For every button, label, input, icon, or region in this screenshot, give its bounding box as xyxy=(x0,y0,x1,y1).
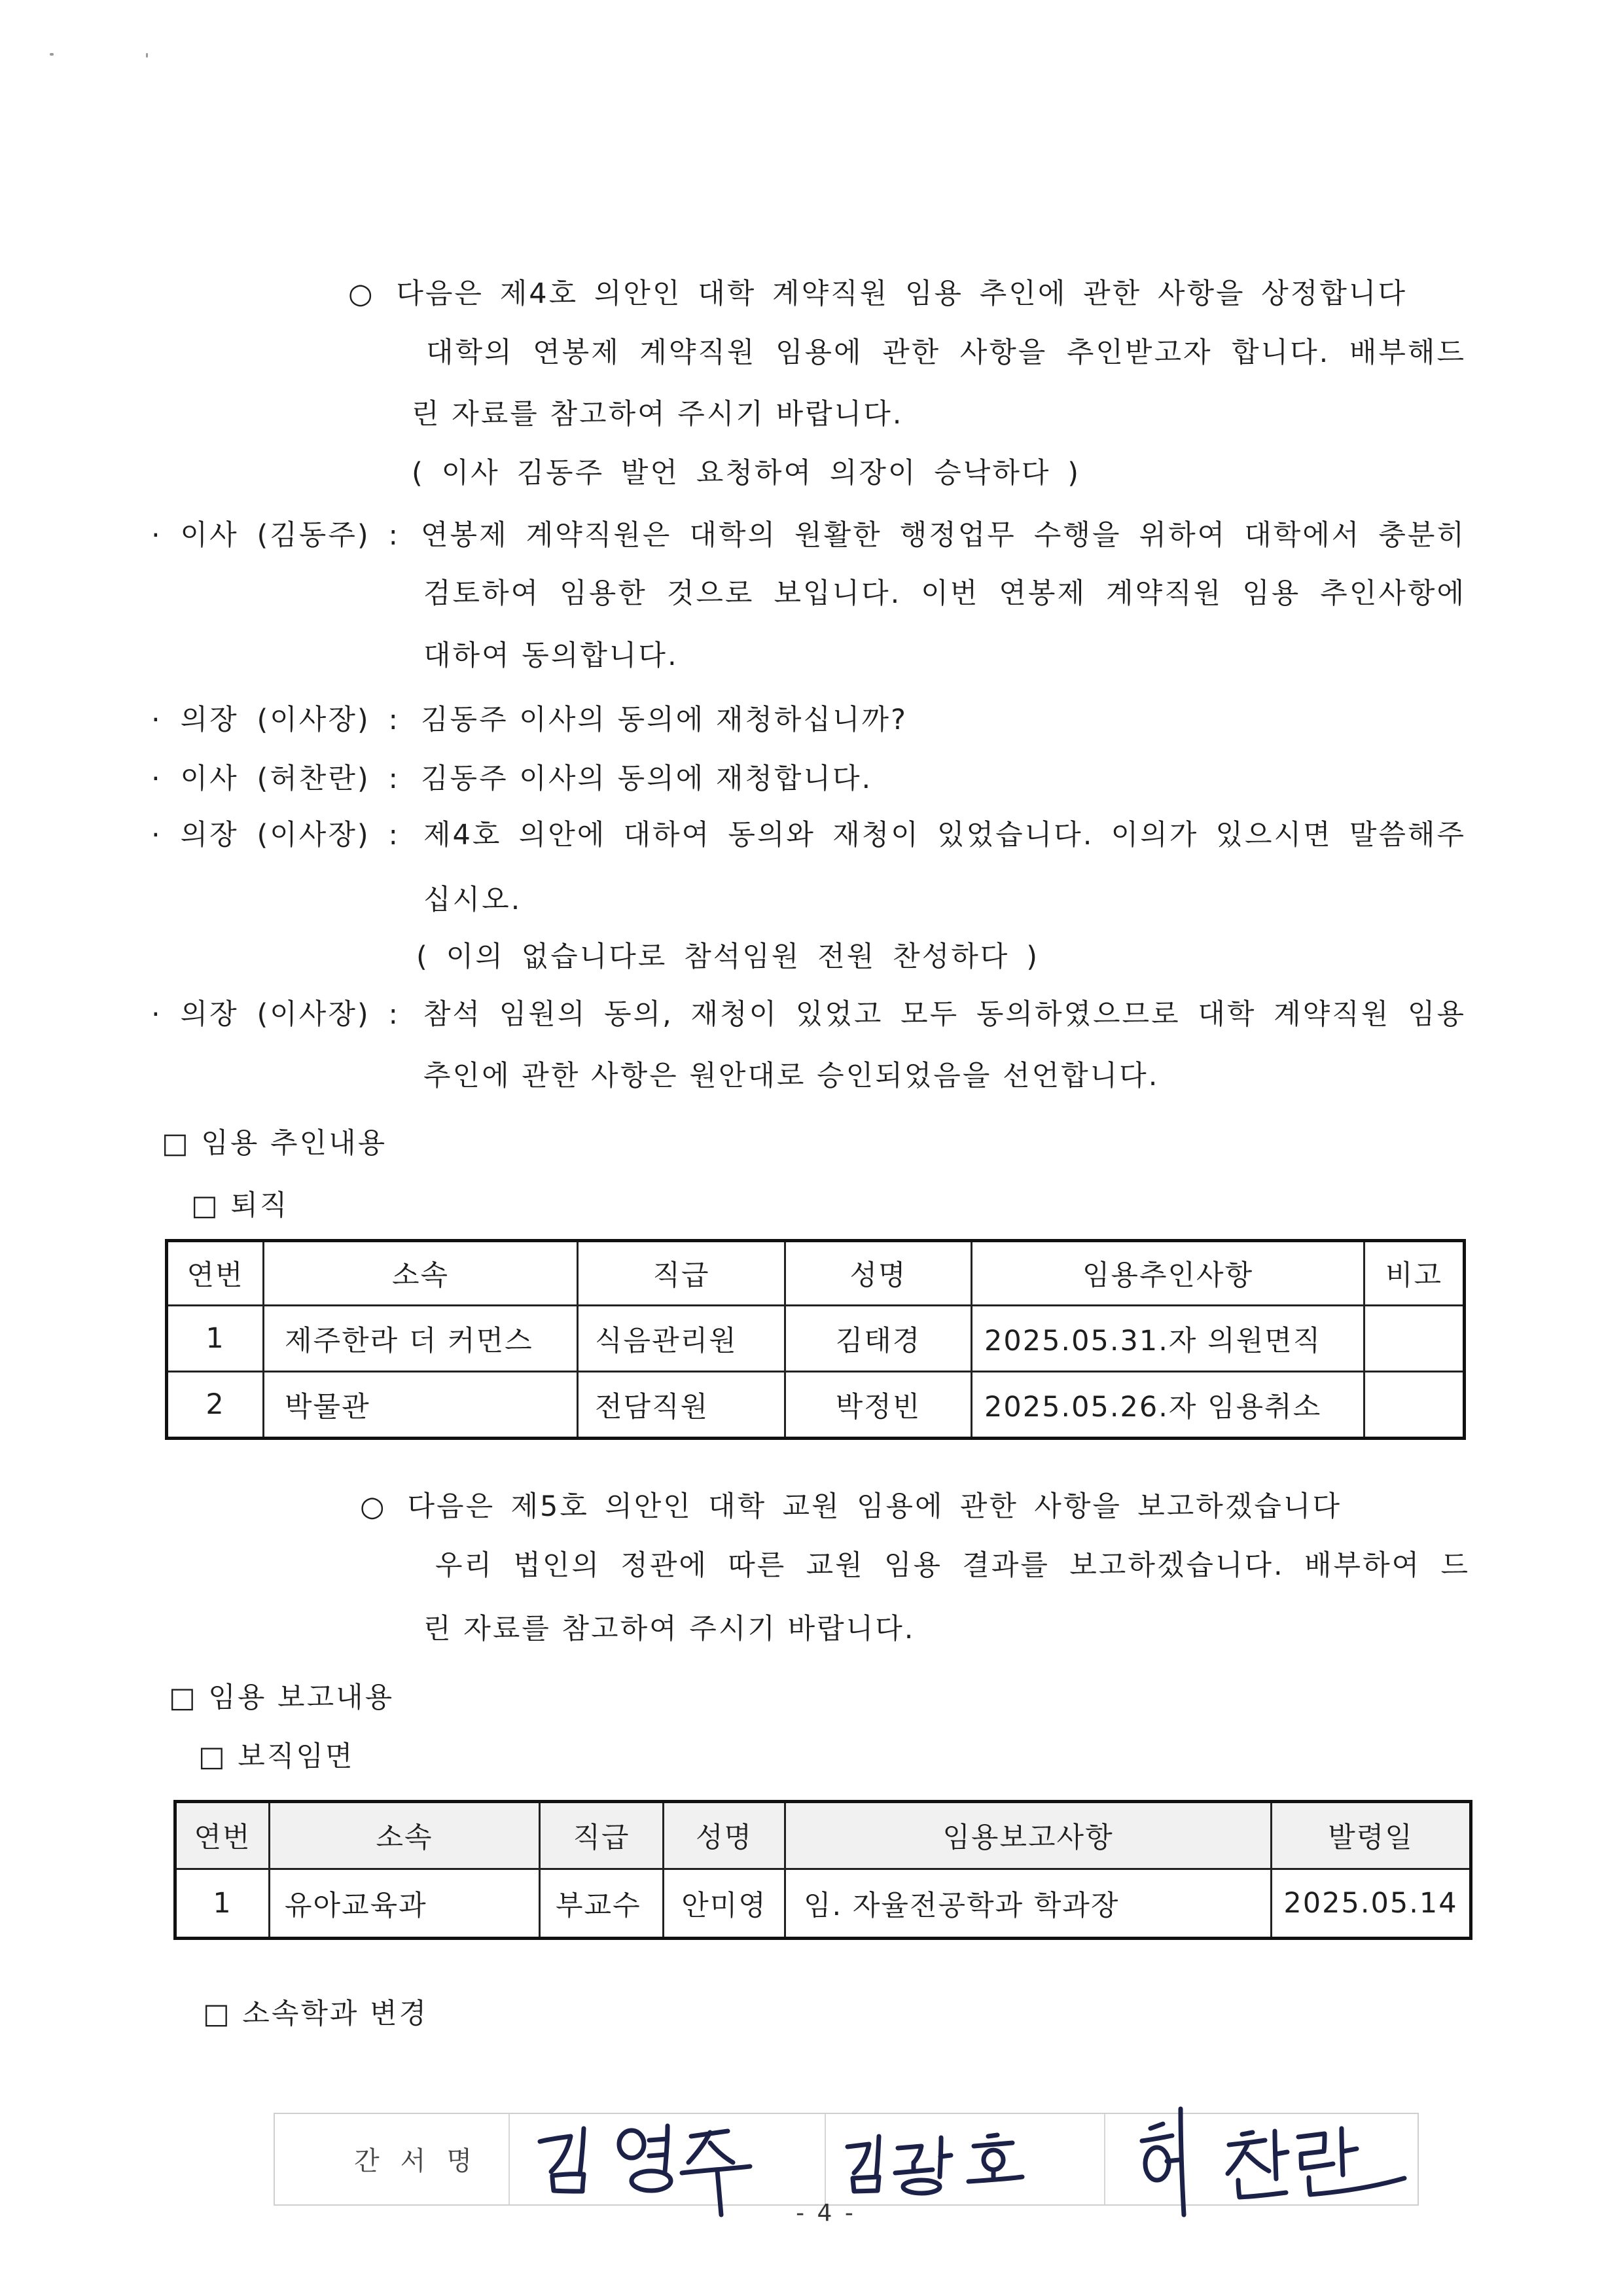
table-cell: 전담직원 xyxy=(578,1372,785,1439)
speaker-label: · 이사 (허찬란) : xyxy=(151,762,400,795)
table-cell: 1 xyxy=(167,1306,264,1372)
retirement-ratification-table xyxy=(165,1239,1466,1440)
signature-divider xyxy=(508,2114,510,2204)
table-header-cell: 발령일 xyxy=(1272,1802,1471,1869)
table-cell: 2025.05.14 xyxy=(1272,1869,1471,1939)
scan-speck xyxy=(50,53,54,56)
agenda-4-heading: ○ 다음은 제4호 의안인 대학 계약직원 임용 추인에 관한 사항을 상정합니다 xyxy=(348,278,1407,310)
signature-2 xyxy=(847,2135,1022,2193)
speaker-label: · 이사 (김동주) : xyxy=(151,519,400,552)
signature-label: 간 서 명 xyxy=(354,2146,472,2176)
table-row xyxy=(175,1869,1471,1939)
table-header-row xyxy=(167,1241,1465,1306)
subsection-heading: □ 퇴직 xyxy=(191,1189,289,1222)
remark-line: 십시오. xyxy=(423,884,522,916)
remark-line: 김동주 이사의 동의에 재청하십니까? xyxy=(421,704,908,736)
scan-speck xyxy=(146,53,148,58)
table-cell: 식음관리원 xyxy=(578,1306,785,1372)
table-header-cell: 성명 xyxy=(664,1802,785,1869)
table-header-cell: 직급 xyxy=(578,1241,785,1306)
table-cell: 유아교육과 xyxy=(270,1869,540,1939)
remark-line: 검토하여 임용한 것으로 보입니다. 이번 연봉제 계약직원 임용 추인사항에 xyxy=(423,577,1466,610)
table-row xyxy=(167,1306,1465,1372)
agenda-5-intro-line: 우리 법인의 정관에 따른 교원 임용 결과를 보고하겠습니다. 배부하여 드 xyxy=(435,1549,1470,1582)
table-cell: 1 xyxy=(175,1869,270,1939)
table-header-cell: 직급 xyxy=(540,1802,664,1869)
speaker-label: · 의장 (이사장) : xyxy=(151,819,400,852)
speaker-label: · 의장 (이사장) : xyxy=(151,998,400,1031)
table-cell xyxy=(1364,1306,1465,1372)
speaker-label: · 의장 (이사장) : xyxy=(151,704,400,736)
subsection-heading: □ 소속학과 변경 xyxy=(203,1998,429,2030)
table-header-cell: 성명 xyxy=(785,1241,972,1306)
section-heading: □ 임용 추인내용 xyxy=(162,1127,387,1160)
agenda-5-intro-line: 린 자료를 참고하여 주시기 바랍니다. xyxy=(423,1613,916,1645)
table-cell xyxy=(1364,1372,1465,1439)
signature-3 xyxy=(1142,2109,1404,2215)
table-cell: 임. 자율전공학과 학과장 xyxy=(785,1869,1272,1939)
remark-line: 제4호 의안에 대하여 동의와 재청이 있었습니다. 이의가 있으시면 말씀해주 xyxy=(423,819,1466,852)
table-cell: 박정빈 xyxy=(785,1372,972,1439)
table-row xyxy=(167,1372,1465,1439)
proceedings-note: ( 이사 김동주 발언 요청하여 의장이 승낙하다 ) xyxy=(412,457,1080,490)
table-header-row xyxy=(175,1802,1471,1869)
handwritten-signatures xyxy=(510,2094,1440,2225)
agenda-5-heading: ○ 다음은 제5호 의안인 대학 교원 임용에 관한 사항을 보고하겠습니다 xyxy=(360,1490,1342,1523)
page-number: - 4 - xyxy=(796,2200,856,2227)
table-cell: 2 xyxy=(167,1372,264,1439)
remark-line: 김동주 이사의 동의에 재청합니다. xyxy=(421,762,873,795)
table-header-cell: 소속 xyxy=(264,1241,578,1306)
remark-line: 대하여 동의합니다. xyxy=(423,639,679,672)
table-header-cell: 소속 xyxy=(270,1802,540,1869)
table-cell: 부교수 xyxy=(540,1869,664,1939)
proceedings-note: ( 이의 없습니다로 참석임원 전원 찬성하다 ) xyxy=(416,941,1039,973)
table-header-cell: 연번 xyxy=(175,1802,270,1869)
remark-line: 연봉제 계약직원은 대학의 원활한 행정업무 수행을 위하여 대학에서 충분히 xyxy=(421,519,1466,552)
table-cell: 2025.05.31.자 의원면직 xyxy=(972,1306,1364,1372)
table-cell: 박물관 xyxy=(264,1372,578,1439)
table-cell: 안미영 xyxy=(664,1869,785,1939)
remark-line: 추인에 관한 사항은 원안대로 승인되었음을 선언합니다. xyxy=(423,1060,1160,1092)
table-header-cell: 임용보고사항 xyxy=(785,1802,1272,1869)
table-cell: 김태경 xyxy=(785,1306,972,1372)
subsection-heading: □ 보직임면 xyxy=(198,1740,355,1773)
signature-1 xyxy=(540,2126,750,2215)
agenda-4-intro-line: 린 자료를 참고하여 주시기 바랍니다. xyxy=(412,398,904,431)
remark-line: 참석 임원의 동의, 재청이 있었고 모두 동의하였으므로 대학 계약직원 임용 xyxy=(423,998,1466,1031)
table-cell: 제주한라 더 커먼스 xyxy=(264,1306,578,1372)
position-appointment-table xyxy=(173,1800,1472,1940)
section-heading: □ 임용 보고내용 xyxy=(169,1681,395,1714)
agenda-4-intro-line: 대학의 연봉제 계약직원 임용에 관한 사항을 추인받고자 합니다. 배부해드 xyxy=(426,336,1466,369)
table-header-cell: 비고 xyxy=(1364,1241,1465,1306)
table-header-cell: 임용추인사항 xyxy=(972,1241,1364,1306)
table-header-cell: 연번 xyxy=(167,1241,264,1306)
table-cell: 2025.05.26.자 임용취소 xyxy=(972,1372,1364,1439)
